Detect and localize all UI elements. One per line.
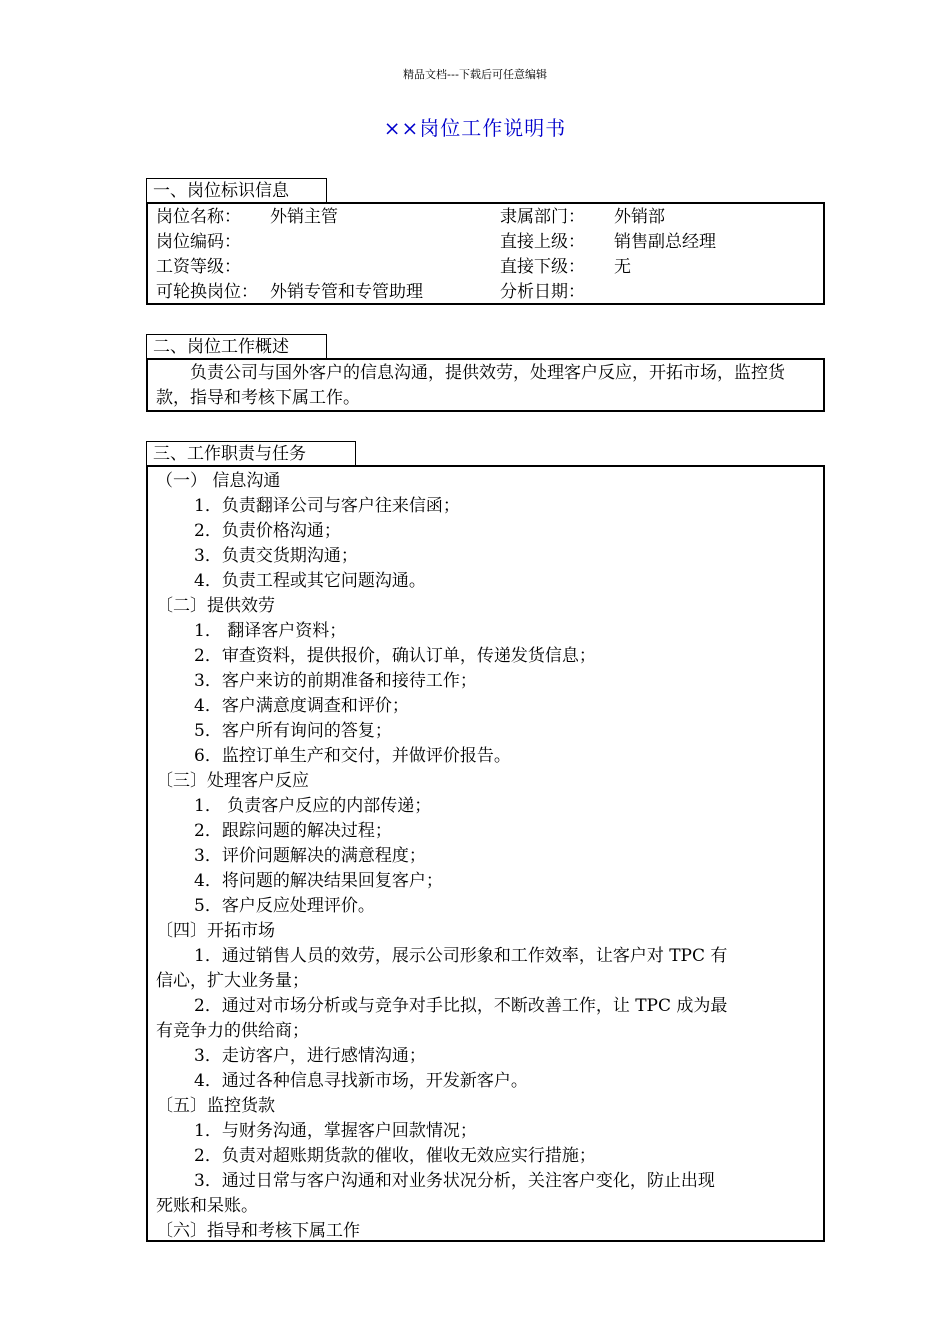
- info-row: [148, 205, 823, 230]
- field-label: 分析日期：: [500, 282, 585, 302]
- duty-item: 3．走访客户，进行感情沟通；: [194, 1046, 426, 1066]
- document-title: ××岗位工作说明书: [383, 116, 567, 140]
- duty-list: [148, 469, 823, 1244]
- section2-box: [146, 358, 825, 412]
- field-label: 工资等级：: [156, 257, 241, 277]
- info-row: [148, 230, 823, 255]
- duty-category: 〔二〕提供效劳: [156, 596, 275, 616]
- info-row: [148, 255, 823, 280]
- duty-item: 1．负责翻译公司与客户往来信函；: [194, 496, 460, 516]
- field-value: 销售副总经理: [614, 232, 716, 252]
- duty-category: 〔四〕开拓市场: [156, 921, 275, 941]
- duty-item: 6．监控订单生产和交付，并做评价报告。: [194, 746, 511, 766]
- section2-heading: 二、岗位工作概述: [146, 334, 327, 359]
- field-label: 隶属部门：: [500, 207, 585, 227]
- duty-item: 4．负责工程或其它问题沟通。: [194, 571, 426, 591]
- duty-item: 3．客户来访的前期准备和接待工作；: [194, 671, 477, 691]
- duty-item: 3．负责交货期沟通；: [194, 546, 358, 566]
- duty-item: 4．将问题的解决结果回复客户；: [194, 871, 443, 891]
- duty-category: 死账和呆账。: [156, 1196, 258, 1216]
- duty-category: 信心，扩大业务量；: [156, 971, 309, 991]
- duty-item: 2．通过对市场分析或与竞争对手比拟，不断改善工作，让 TPC 成为最: [194, 996, 728, 1016]
- duty-category: 有竞争力的供给商；: [156, 1021, 309, 1041]
- field-value: 外销部: [614, 207, 665, 227]
- section3-heading: 三、工作职责与任务: [146, 441, 356, 466]
- duty-item: 5．客户反应处理评价。: [194, 896, 375, 916]
- duty-item: 1． 翻译客户资料；: [194, 621, 347, 641]
- duty-item: 4．通过各种信息寻找新市场，开发新客户。: [194, 1071, 528, 1091]
- duty-item: 2．跟踪问题的解决过程；: [194, 821, 392, 841]
- duty-item: 1．与财务沟通，掌握客户回款情况；: [194, 1121, 477, 1141]
- field-label: 岗位名称：: [156, 207, 241, 227]
- field-label: 可轮换岗位：: [156, 282, 258, 302]
- field-value: 无: [614, 257, 631, 277]
- field-label: 直接上级：: [500, 232, 585, 252]
- job-summary: 负责公司与国外客户的信息沟通，提供效劳，处理客户反应，开拓市场，监控货款，指导和考核下属工作。: [156, 363, 785, 408]
- section3-box: [146, 465, 825, 1242]
- field-label: 直接下级：: [500, 257, 585, 277]
- duty-item: 5．客户所有询问的答复；: [194, 721, 392, 741]
- duty-item: 2．审查资料，提供报价，确认订单，传递发货信息；: [194, 646, 596, 666]
- field-value: 外销专管和专管助理: [270, 282, 423, 302]
- section1-heading: 一、岗位标识信息: [146, 178, 327, 203]
- field-value: 外销主管: [270, 207, 338, 227]
- info-row: [148, 280, 823, 305]
- section1-box: [146, 202, 825, 305]
- duty-item: 2．负责对超账期货款的催收，催收无效应实行措施；: [194, 1146, 596, 1166]
- duty-category: 〔六〕指导和考核下属工作: [156, 1221, 360, 1241]
- duty-item: 1．通过销售人员的效劳，展示公司形象和工作效率，让客户对 TPC 有: [194, 946, 728, 966]
- duty-item: 2．负责价格沟通；: [194, 521, 341, 541]
- duty-category: 〔五〕监控货款: [156, 1096, 275, 1116]
- duty-category: 〔三〕处理客户反应: [156, 771, 309, 791]
- duty-item: 3．通过日常与客户沟通和对业务状况分析，关注客户变化，防止出现: [194, 1171, 715, 1191]
- duty-item: 4．客户满意度调查和评价；: [194, 696, 409, 716]
- duty-item: 1． 负责客户反应的内部传递；: [194, 796, 432, 816]
- duty-item: 3．评价问题解决的满意程度；: [194, 846, 426, 866]
- field-label: 岗位编码：: [156, 232, 241, 252]
- duty-category: （一） 信息沟通: [156, 471, 281, 491]
- header-note: 精品文档---下载后可任意编辑: [403, 68, 547, 81]
